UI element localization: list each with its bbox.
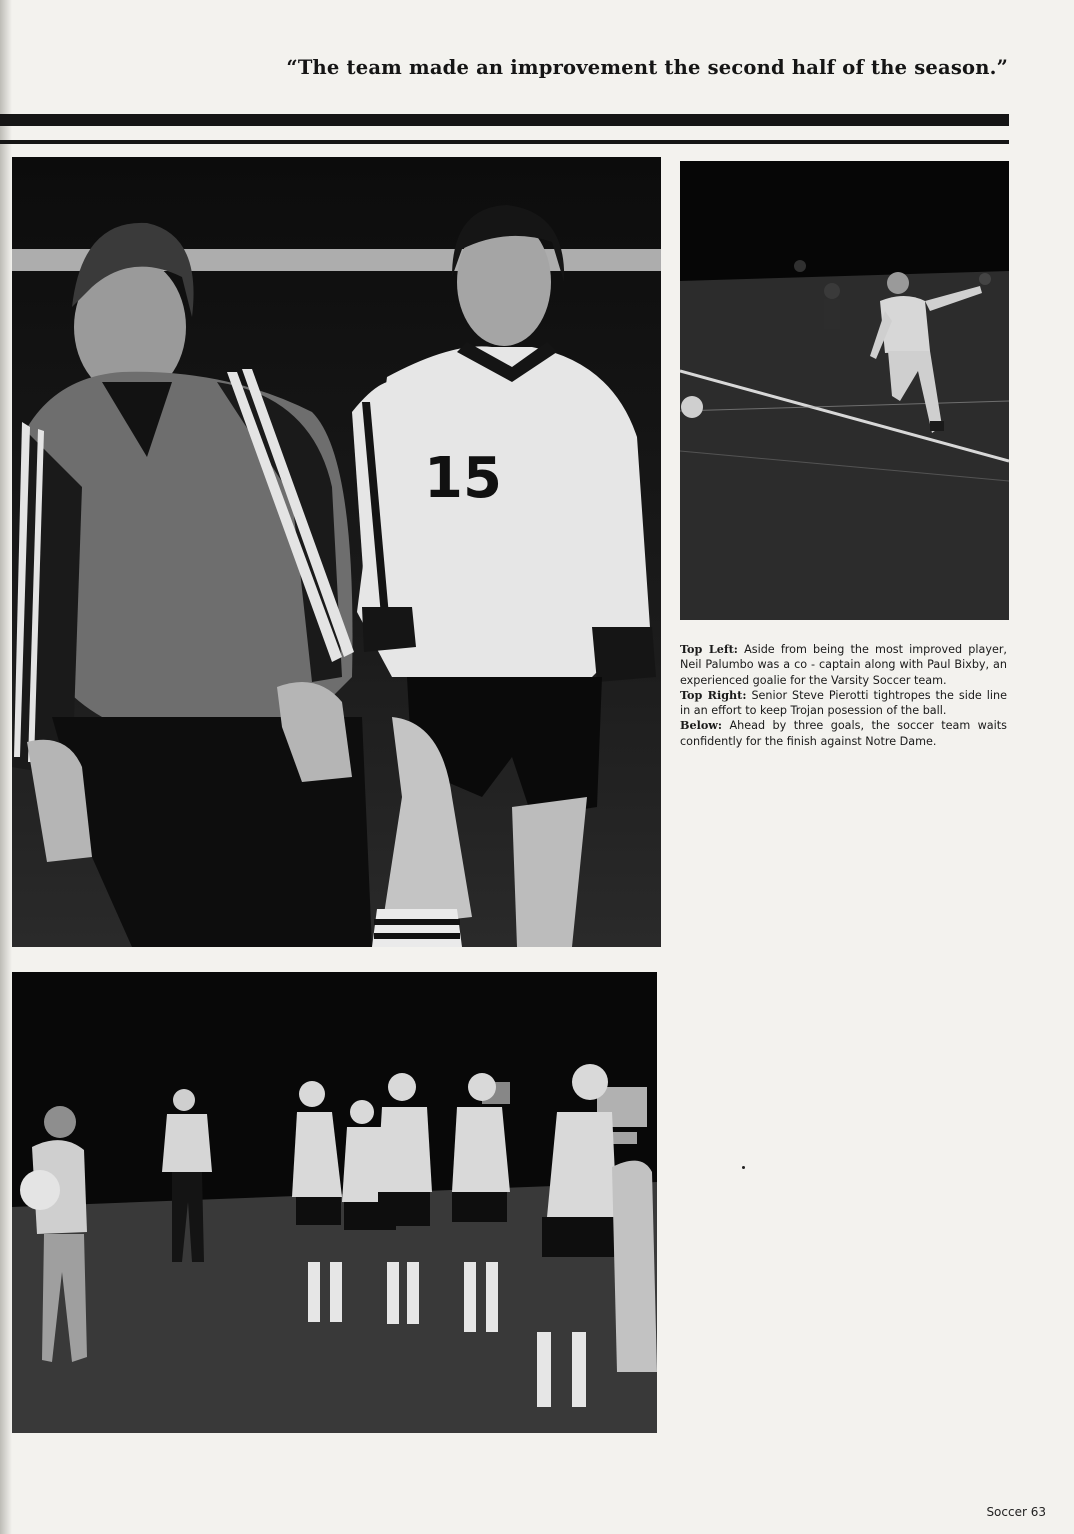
photo-below — [12, 972, 657, 1433]
caption-entry — [680, 688, 1007, 719]
photo-top-left-image — [12, 157, 661, 947]
page-folio: Soccer 63 — [986, 1505, 1046, 1519]
caption-entry — [680, 718, 1007, 749]
photo-top-left — [12, 157, 661, 947]
caption-text: Aside from being the most improved player, Neil Palumbo was a co - captain along with Paul Bixby, an experienced goalie for the Varsity Soccer team. — [680, 643, 1007, 687]
page-gutter-shadow — [0, 0, 12, 1534]
photo-captions — [680, 642, 1007, 749]
photo-top-right-image — [680, 161, 1009, 620]
caption-label: Top Left: — [680, 642, 738, 656]
print-speck — [742, 1166, 745, 1169]
photo-top-right — [680, 161, 1009, 620]
header-rule-thick — [0, 114, 1009, 126]
caption-label: Top Right: — [680, 687, 747, 702]
photo-below-image — [12, 972, 657, 1433]
caption-text: Senior Steve Pierotti tightropes the side line in an effort to keep Trojan posession of the ball. — [680, 688, 1007, 718]
caption-entry — [680, 642, 1007, 688]
pull-quote: “The team made an improvement the second half of the season.” — [286, 56, 1008, 79]
header-rule-thin — [0, 140, 1009, 144]
jersey-number: 15 — [424, 446, 502, 511]
caption-label: Below: — [680, 718, 723, 733]
caption-text: Ahead by three goals, the soccer team waits confidently for the finish against Notre Dame. — [680, 719, 1007, 748]
